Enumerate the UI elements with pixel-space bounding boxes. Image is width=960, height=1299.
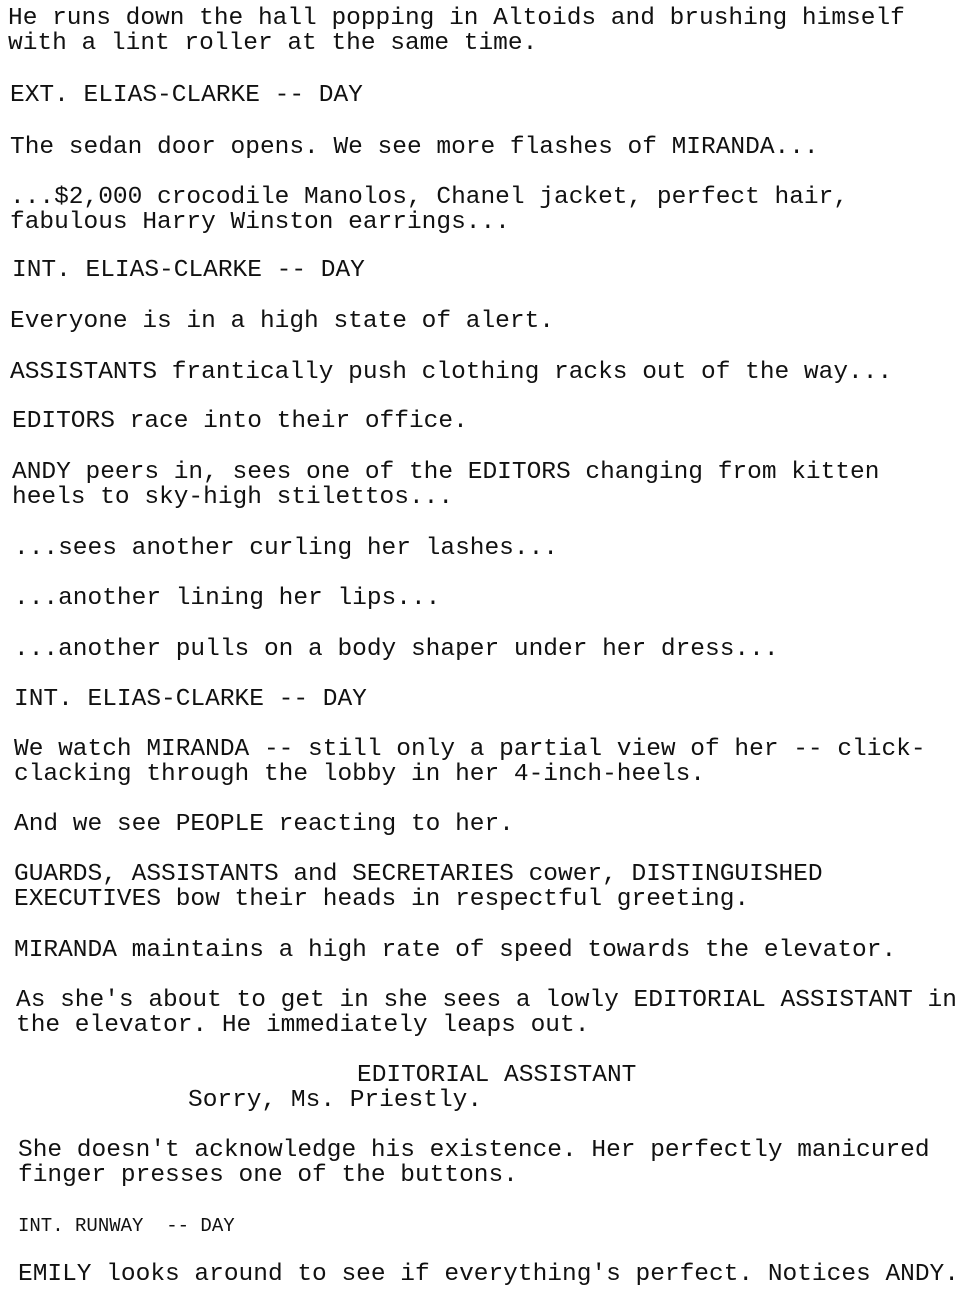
text-line: ...sees another curling her lashes... bbox=[14, 535, 558, 562]
action-paragraph bbox=[10, 309, 554, 334]
text-line: Sorry, Ms. Priestly. bbox=[188, 1087, 483, 1114]
text-line: And we see PEOPLE reacting to her. bbox=[14, 811, 514, 838]
text-line: MIRANDA maintains a high rate of speed towards the elevator. bbox=[14, 937, 897, 964]
action-paragraph bbox=[14, 862, 823, 912]
text-line: He runs down the hall popping in Altoids and brushing himself bbox=[8, 5, 905, 32]
text-line: EMILY looks around to see if everything's perfect. Notices ANDY. bbox=[18, 1261, 959, 1288]
action-paragraph bbox=[12, 460, 879, 510]
scene-heading bbox=[12, 258, 365, 283]
action-paragraph bbox=[14, 586, 440, 611]
text-line: EDITORS race into their office. bbox=[12, 408, 468, 435]
action-paragraph bbox=[14, 938, 896, 963]
action-paragraph bbox=[18, 1262, 959, 1287]
text-line: EXECUTIVES bow their heads in respectful greeting. bbox=[14, 886, 750, 913]
action-paragraph bbox=[10, 360, 892, 385]
text-line: finger presses one of the buttons. bbox=[18, 1162, 518, 1189]
scene-heading bbox=[14, 687, 367, 712]
text-line: EDITORIAL ASSISTANT bbox=[357, 1062, 637, 1089]
text-line: INT. RUNWAY -- DAY bbox=[18, 1215, 235, 1237]
text-line: We watch MIRANDA -- still only a partial view of her -- click- bbox=[14, 736, 926, 763]
action-paragraph bbox=[14, 637, 779, 662]
text-line: INT. ELIAS-CLARKE -- DAY bbox=[12, 257, 365, 284]
text-line: She doesn't acknowledge his existence. Her perfectly manicured bbox=[18, 1137, 930, 1164]
text-line: GUARDS, ASSISTANTS and SECRETARIES cower, DISTINGUISHED bbox=[14, 861, 823, 888]
text-line: ANDY peers in, sees one of the EDITORS changing from kitten bbox=[12, 459, 880, 486]
dialogue bbox=[188, 1088, 482, 1113]
action-paragraph bbox=[18, 1138, 930, 1188]
text-line: heels to sky-high stilettos... bbox=[12, 484, 454, 511]
scene-heading bbox=[18, 1214, 235, 1239]
text-line: with a lint roller at the same time. bbox=[8, 30, 538, 57]
text-line: the elevator. He immediately leaps out. bbox=[16, 1012, 590, 1039]
action-paragraph bbox=[14, 812, 514, 837]
action-paragraph bbox=[16, 988, 957, 1038]
action-paragraph bbox=[8, 6, 905, 56]
scene-heading bbox=[10, 83, 363, 108]
text-line: ...another lining her lips... bbox=[14, 585, 441, 612]
text-line: ...another pulls on a body shaper under her dress... bbox=[14, 636, 779, 663]
text-line: INT. ELIAS-CLARKE -- DAY bbox=[14, 686, 367, 713]
text-line: The sedan door opens. We see more flashes of MIRANDA... bbox=[10, 134, 819, 161]
text-line: ASSISTANTS frantically push clothing racks out of the way... bbox=[10, 359, 893, 386]
action-paragraph bbox=[10, 185, 848, 235]
text-line: EXT. ELIAS-CLARKE -- DAY bbox=[10, 82, 363, 109]
action-paragraph bbox=[12, 409, 468, 434]
text-line: fabulous Harry Winston earrings... bbox=[10, 209, 510, 236]
action-paragraph bbox=[10, 135, 819, 160]
text-line: clacking through the lobby in her 4-inch-heels. bbox=[14, 761, 706, 788]
action-paragraph bbox=[14, 536, 558, 561]
character-name bbox=[357, 1063, 636, 1088]
action-paragraph bbox=[14, 737, 926, 787]
text-line: Everyone is in a high state of alert. bbox=[10, 308, 554, 335]
text-line: ...$2,000 crocodile Manolos, Chanel jacket, perfect hair, bbox=[10, 184, 849, 211]
text-line: As she's about to get in she sees a lowly EDITORIAL ASSISTANT in bbox=[16, 987, 957, 1014]
